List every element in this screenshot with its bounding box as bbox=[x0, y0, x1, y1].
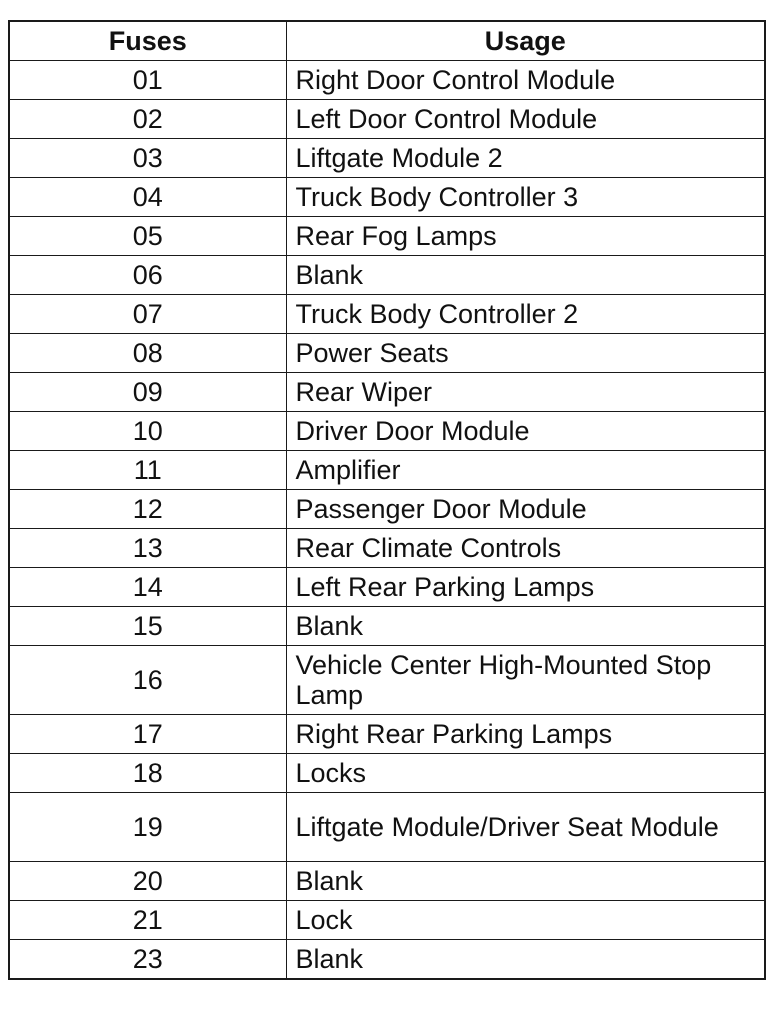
table-row bbox=[9, 61, 765, 100]
table-row bbox=[9, 646, 765, 715]
fuse-number-cell: 01 bbox=[9, 61, 286, 100]
usage-cell: Blank bbox=[286, 607, 765, 646]
table-row bbox=[9, 334, 765, 373]
usage-cell: Blank bbox=[286, 862, 765, 901]
fuse-number-cell: 20 bbox=[9, 862, 286, 901]
usage-cell: Vehicle Center High-Mounted Stop Lamp bbox=[286, 646, 765, 715]
table-row bbox=[9, 529, 765, 568]
fuse-number-cell: 04 bbox=[9, 178, 286, 217]
usage-cell: Locks bbox=[286, 754, 765, 793]
table-row bbox=[9, 490, 765, 529]
fuse-number-cell: 11 bbox=[9, 451, 286, 490]
fuse-number-cell: 03 bbox=[9, 139, 286, 178]
usage-cell: Power Seats bbox=[286, 334, 765, 373]
fuse-number-cell: 08 bbox=[9, 334, 286, 373]
fuse-number-cell: 19 bbox=[9, 793, 286, 862]
fuse-number-cell: 13 bbox=[9, 529, 286, 568]
table-row bbox=[9, 256, 765, 295]
usage-cell: Lock bbox=[286, 901, 765, 940]
table-row bbox=[9, 568, 765, 607]
table-row bbox=[9, 412, 765, 451]
usage-cell: Liftgate Module 2 bbox=[286, 139, 765, 178]
table-row bbox=[9, 862, 765, 901]
usage-cell: Truck Body Controller 2 bbox=[286, 295, 765, 334]
fuse-number-cell: 14 bbox=[9, 568, 286, 607]
usage-cell: Left Rear Parking Lamps bbox=[286, 568, 765, 607]
fuse-number-cell: 18 bbox=[9, 754, 286, 793]
usage-cell: Right Door Control Module bbox=[286, 61, 765, 100]
fuse-number-cell: 23 bbox=[9, 940, 286, 980]
table-row bbox=[9, 715, 765, 754]
fuses-column-header: Fuses bbox=[9, 21, 286, 61]
usage-cell: Liftgate Module/Driver Seat Module bbox=[286, 793, 765, 862]
usage-cell: Rear Fog Lamps bbox=[286, 217, 765, 256]
usage-cell: Right Rear Parking Lamps bbox=[286, 715, 765, 754]
table-row bbox=[9, 901, 765, 940]
usage-cell: Rear Wiper bbox=[286, 373, 765, 412]
table-row bbox=[9, 451, 765, 490]
fuse-number-cell: 02 bbox=[9, 100, 286, 139]
fuse-number-cell: 12 bbox=[9, 490, 286, 529]
table-row bbox=[9, 793, 765, 862]
fuse-number-cell: 15 bbox=[9, 607, 286, 646]
table-row bbox=[9, 940, 765, 980]
usage-cell: Blank bbox=[286, 940, 765, 980]
table-row bbox=[9, 754, 765, 793]
table-row bbox=[9, 295, 765, 334]
table-row bbox=[9, 139, 765, 178]
table-row bbox=[9, 100, 765, 139]
usage-cell: Blank bbox=[286, 256, 765, 295]
fuse-number-cell: 07 bbox=[9, 295, 286, 334]
usage-cell: Rear Climate Controls bbox=[286, 529, 765, 568]
fuse-number-cell: 10 bbox=[9, 412, 286, 451]
table-row bbox=[9, 373, 765, 412]
table-row bbox=[9, 217, 765, 256]
fuse-number-cell: 05 bbox=[9, 217, 286, 256]
usage-cell: Truck Body Controller 3 bbox=[286, 178, 765, 217]
fuse-number-cell: 17 bbox=[9, 715, 286, 754]
table-row bbox=[9, 178, 765, 217]
table-header bbox=[9, 21, 765, 61]
usage-column-header: Usage bbox=[286, 21, 765, 61]
usage-cell: Driver Door Module bbox=[286, 412, 765, 451]
fuse-number-cell: 09 bbox=[9, 373, 286, 412]
table-body bbox=[9, 61, 765, 980]
usage-cell: Passenger Door Module bbox=[286, 490, 765, 529]
usage-cell: Left Door Control Module bbox=[286, 100, 765, 139]
fuse-number-cell: 06 bbox=[9, 256, 286, 295]
fuse-number-cell: 21 bbox=[9, 901, 286, 940]
fuse-usage-table bbox=[8, 20, 766, 980]
header-row bbox=[9, 21, 765, 61]
table-row bbox=[9, 607, 765, 646]
usage-cell: Amplifier bbox=[286, 451, 765, 490]
fuse-number-cell: 16 bbox=[9, 646, 286, 715]
